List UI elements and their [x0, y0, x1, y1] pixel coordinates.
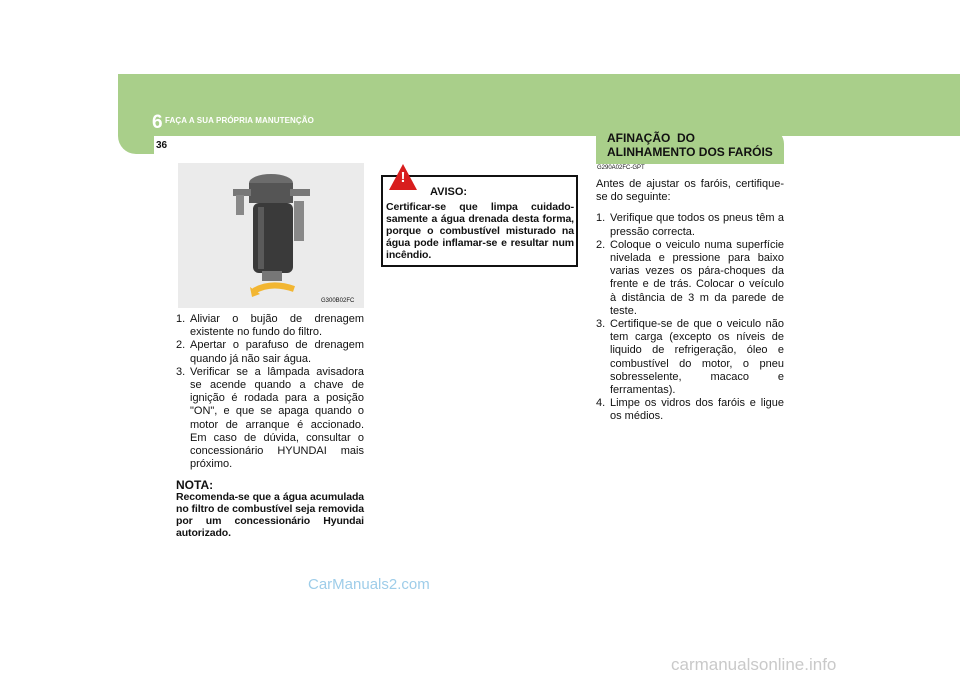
watermark-text: carmanualsonline.info	[671, 655, 837, 674]
note-title: NOTA:	[176, 478, 214, 492]
step-number: 3.	[596, 318, 606, 331]
fuel-filter-icon	[178, 163, 364, 308]
maintenance-steps	[176, 313, 364, 471]
list-item	[176, 313, 364, 339]
step-text: Verificar se a lâmpada avisadora se acende quando a chave de ignição é rodada para a posição "ON", e que se apaga quando o motor de arranque é accionado. Em caso de dúvida, consultar o concessionário HYUNDAI mais próximo.	[190, 365, 364, 471]
step-text: Coloque o veiculo numa superfície nivelada e pressione para baixo varias vezes os pára-choques da frente e de trás. Colocar o veículo à distância de 3 m da parede de teste.	[610, 238, 784, 317]
header-band	[118, 74, 960, 136]
step-text: Certifique-se de que o veiculo não tem carga (excepto os níveis de liquido de refrigeração, óleo e combustível do motor, o pneu sobresselente, macaco e ferramentas).	[610, 318, 784, 397]
section-title: AFINAÇÃO DO ALINHAMENTO DOS FARÓIS	[607, 131, 773, 159]
step-text: Apertar o parafuso de drenagem quando já não sair água.	[190, 339, 364, 365]
step-number: 1.	[176, 313, 186, 325]
section-intro: Antes de ajustar os faróis, certifique-se do seguinte:	[596, 178, 784, 204]
page-number: 36	[156, 140, 168, 151]
watermark-link[interactable]: CarManuals2.com	[308, 576, 430, 593]
note-text: Recomenda-se que a água acumulada no filtro de combustível seja removida por um concessionário Hyundai autorizado.	[176, 491, 364, 539]
step-number: 2.	[596, 238, 606, 251]
headlight-section	[596, 178, 784, 424]
section-code: G290A02FC-GPT	[597, 165, 645, 171]
step-number: 1.	[596, 212, 606, 225]
chapter-number: 6	[152, 112, 163, 133]
step-number: 2.	[176, 339, 186, 352]
warning-mark: !	[400, 169, 406, 186]
warning-text: Certificar-se que limpa cuidado-samente a água drenada desta forma, porque o combustível misturado na água pode inflamar-se e resultar num incêndio.	[386, 201, 574, 261]
fuel-filter-photo	[178, 163, 364, 308]
step-text: Verifique que todos os pneus têm a pressão correcta.	[610, 212, 784, 238]
step-number: 3.	[176, 365, 186, 378]
warning-title: AVISO:	[430, 186, 468, 198]
header-band-tab	[118, 74, 154, 154]
step-text: Aliviar o bujão de drenagem existente no fundo do filtro.	[190, 313, 364, 339]
chapter-title: FAÇA A SUA PRÓPRIA MANUTENÇÃO	[165, 116, 314, 125]
list-item	[596, 212, 784, 238]
list-item	[176, 366, 364, 472]
step-number: 4.	[596, 397, 606, 410]
list-item	[596, 239, 784, 318]
list-item	[176, 339, 364, 365]
list-item	[596, 318, 784, 397]
figure-code: G300B02FC	[321, 298, 355, 304]
list-item	[596, 397, 784, 423]
step-text: Limpe os vidros dos faróis e ligue os médios.	[610, 397, 784, 423]
